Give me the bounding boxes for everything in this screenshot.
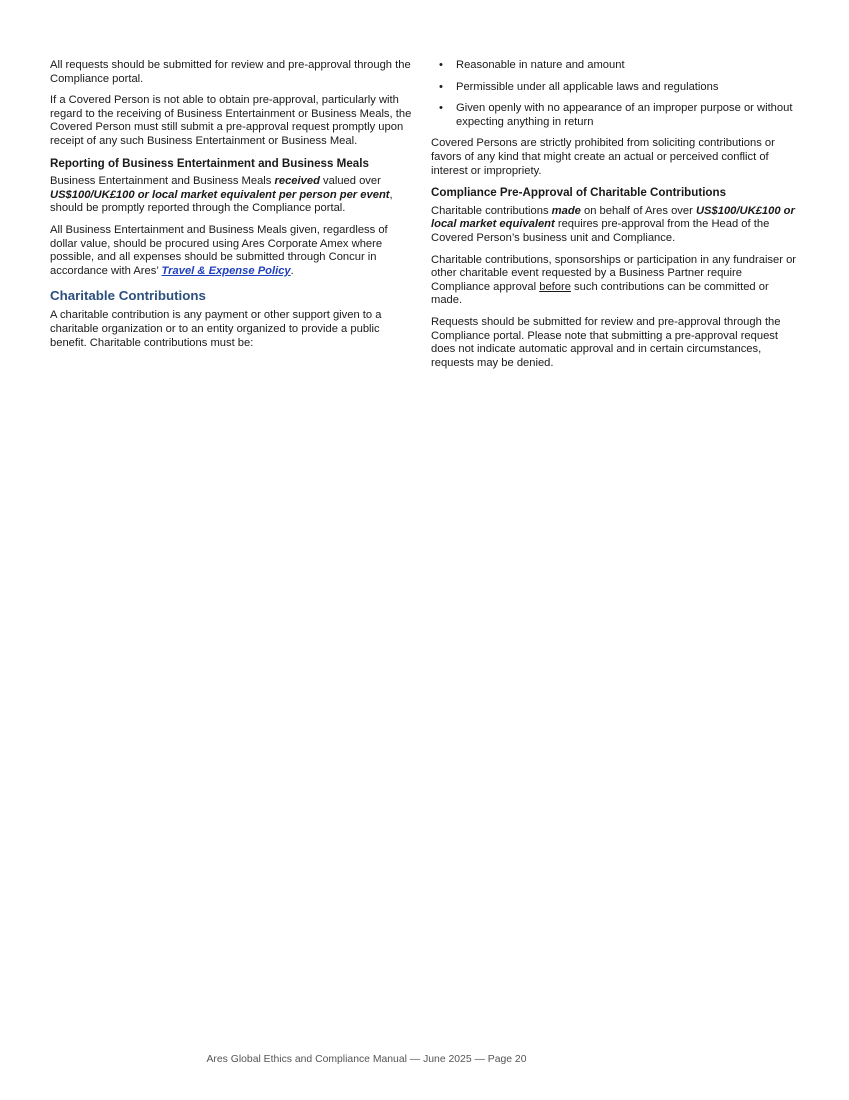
received-emphasis: received bbox=[274, 175, 320, 188]
list-item-text: Reasonable in nature and amount bbox=[456, 59, 625, 71]
procurement-paragraph bbox=[50, 224, 412, 278]
charitable-contributions-title: Charitable Contributions bbox=[50, 288, 206, 304]
list-item bbox=[431, 102, 797, 129]
requests-paragraph: Requests should be submitted for review and pre-approval through the Compliance portal. Please note that submitting a pre-approval request does not indicate automatic approval and in certain circumstances, requests may be denied. bbox=[431, 315, 781, 369]
made-text-c: on behalf of Ares over bbox=[580, 204, 696, 217]
left-column bbox=[50, 59, 412, 358]
solicitation-prohibition-paragraph: Covered Persons are strictly prohibited from soliciting contributions or favors of any kind that might create an actual or perceived conflict of interest or impropriety. bbox=[431, 137, 775, 177]
preapproval-portal-paragraph: All requests should be submitted for review and pre-approval through the Compliance portal. bbox=[50, 59, 411, 85]
bullet-icon: • bbox=[439, 102, 443, 115]
unable-preapproval-paragraph: If a Covered Person is not able to obtain pre-approval, particularly with regard to the receiving of Business Entertainment or Business Meals, the Covered Person must still submit a pre-approval request promptly upon receipt of any such Business Entertainment or Business Meal. bbox=[50, 94, 412, 147]
travel-expense-policy-link[interactable]: Travel & Expense Policy bbox=[161, 264, 291, 277]
threshold-emphasis: US$100/UK£100 or local market equivalent per person per event bbox=[50, 188, 390, 201]
partner-text-a: Charitable contributions, sponsorships or participation in any fundraiser or other charitable event requested by a Business Partner require Compliance approval bbox=[431, 253, 797, 293]
reporting-text-c: valued over bbox=[319, 175, 381, 188]
procurement-period: . bbox=[290, 264, 294, 277]
page-footer: Ares Global Ethics and Compliance Manual — June 2025 — Page 20 bbox=[206, 1054, 527, 1065]
made-emphasis: made bbox=[551, 204, 581, 217]
bullet-icon: • bbox=[439, 59, 443, 71]
list-item-text: Permissible under all applicable laws and regulations bbox=[456, 80, 719, 93]
right-column bbox=[431, 59, 797, 378]
compliance-preapproval-heading: Compliance Pre-Approval of Charitable Contributions bbox=[431, 186, 727, 200]
charitable-criteria-list bbox=[431, 59, 797, 129]
charitable-threshold-emphasis: US$100/UK£100 or local market equivalent bbox=[431, 204, 795, 231]
bullet-icon: • bbox=[439, 80, 443, 93]
reporting-text-a: Business Entertainment and Business Meals bbox=[50, 175, 275, 188]
reporting-paragraph bbox=[50, 175, 412, 216]
procurement-text: All Business Entertainment and Business Meals given, regardless of dollar value, should be procured using Ares Corporate Amex where possible, and all expenses should be submitted through Concur in accordance with Ares’ bbox=[50, 223, 388, 277]
made-text-a: Charitable contributions bbox=[431, 204, 552, 217]
reporting-heading: Reporting of Business Entertainment and Business Meals bbox=[50, 156, 369, 170]
charitable-definition-paragraph: A charitable contribution is any payment or other support given to a charitable organization or to an entity organized to provide a public benefit. Charitable contributions must be: bbox=[50, 309, 382, 349]
partner-text-b: such contributions can be committed or made. bbox=[431, 280, 769, 307]
list-item bbox=[431, 81, 797, 95]
before-underline: before bbox=[539, 280, 571, 293]
made-text-e: requires pre-approval from the Head of the Covered Person’s business unit and Compliance. bbox=[431, 218, 770, 244]
business-partner-paragraph bbox=[431, 254, 797, 308]
reporting-text-e: , should be promptly reported through the Compliance portal. bbox=[50, 188, 393, 215]
made-contributions-paragraph bbox=[431, 205, 797, 246]
list-item-text: Given openly with no appearance of an improper purpose or without expecting anything in return bbox=[456, 102, 793, 128]
list-item bbox=[431, 59, 797, 73]
